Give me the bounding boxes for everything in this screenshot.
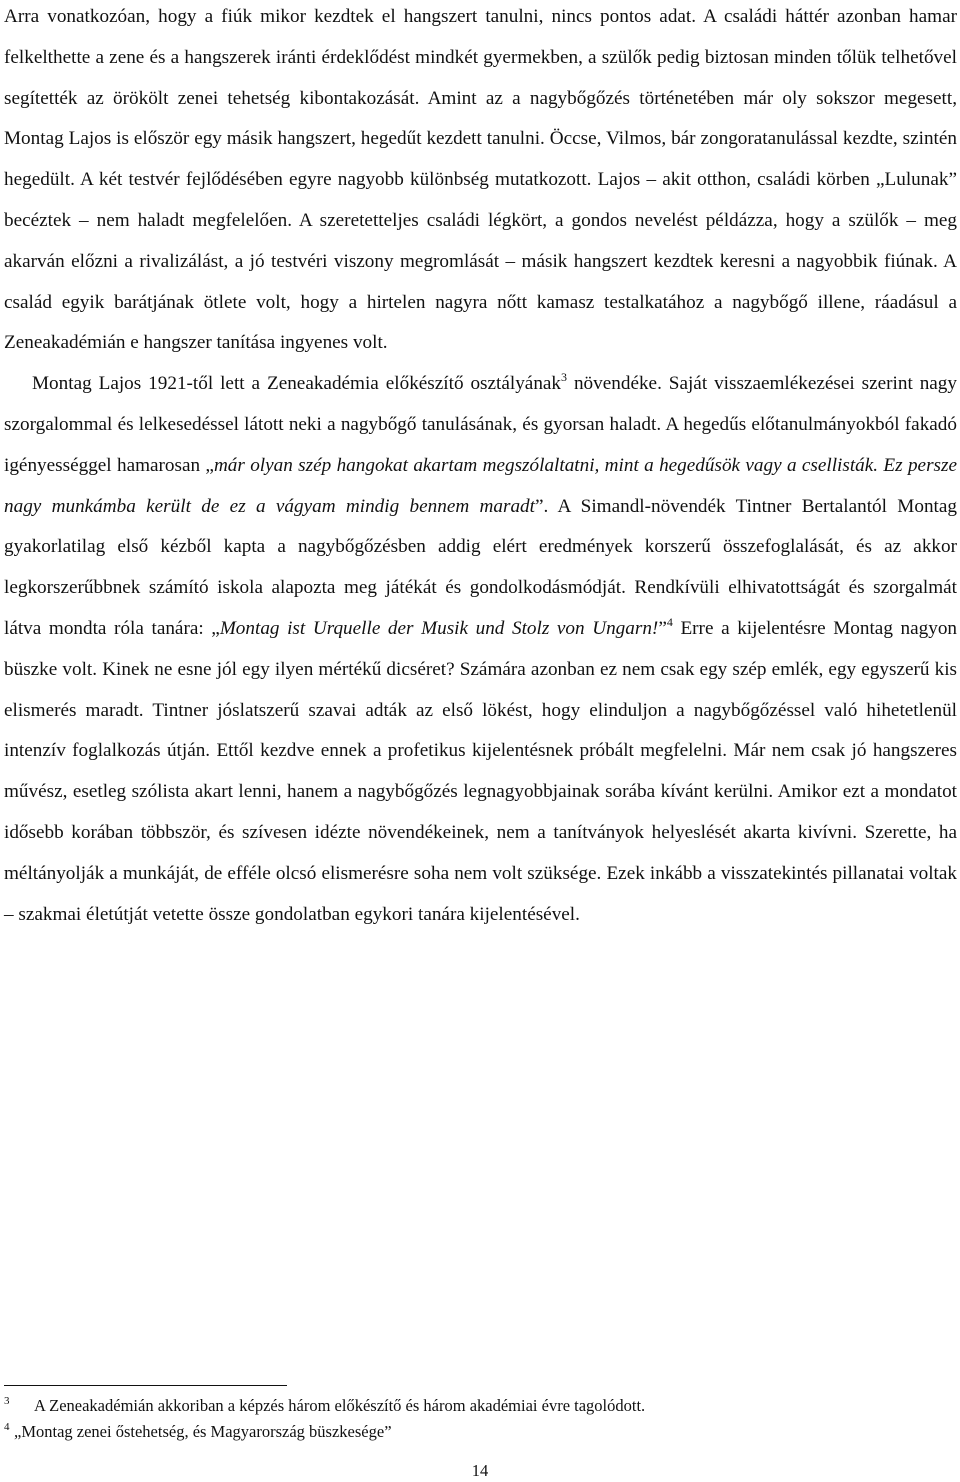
quote-italic-2: Montag ist Urquelle der Musik und Stolz von Ungarn!	[219, 617, 659, 639]
paragraph-2	[4, 364, 957, 935]
paragraph-2-text-a: Montag Lajos 1921-től lett a Zeneakadémia előkészítő osztályának	[32, 373, 562, 395]
footnote-3-number: 3	[4, 1395, 10, 1407]
body-text	[4, 0, 957, 935]
paragraph-2-text-b: növendéke. Saját visszaemlékezései szerint nagy szorgalommal és lelkesedéssel látott neki a nagybőgő tanulásának, és gyorsan haladt. A hegedűs előtanulmányokból fakadó igényességgel hamarosan „	[4, 373, 957, 476]
page-number: 14	[471, 1461, 489, 1480]
footnote-3-text: A Zeneakadémián akkoriban a képzés három előkészítő és három akadémiai évre tagolódott.	[34, 1396, 646, 1415]
paragraph-1-text: Arra vonatkozóan, hogy a fiúk mikor kezdtek el hangszert tanulni, nincs pontos adat. A családi háttér azonban hamar felkelthette a zene és a hangszerek iránti érdeklődést mindkét gyermekben, a szülők pedig biztosan minden tőlük telhetővel segítették az örökölt zenei tehetség kibontakozását. Amint az a nagybőgőzés történetében már oly sokszor megesett, Montag Lajos is először egy másik hangszert, hegedűt kezdett tanulni. Öccse, Vilmos, bár zongoratanulással kezdte, szintén hegedült. A két testvér fejlődésében egyre nagyobb különbség mutatkozott. Lajos – akit otthon, családi körben „Lulunak” becéztek – nem haladt megfelelően. A szeretetteljes családi légkört, a gondos nevelést példázza, hogy a szülők – meg akarván előzni a rivalizálást, a jó testvéri viszony megromlását – másik hangszert kezdtek keresni a nagyobbik fiúnak. A család egyik barátjának ötlete volt, hogy a hirtelen nagyra nőtt kamasz testalkatához a nagybőgő illene, ráadásul a Zeneakadémián e hangszer tanítása ingyenes volt.	[4, 6, 957, 354]
quote-italic-1: már olyan szép hangokat akartam megszólaltatni, mint a hegedűsök vagy a csellisták. Ez persze nagy munkámba került de ez a vágyam mindig bennem maradt	[4, 454, 957, 517]
paragraph-2-text-c: ”. A Simandl-növendék Tintner Bertalantól Montag gyakorlatilag első kézből kapta a nagybőgőzésben addig elért eredmények korszerű összefoglalását, és az akkor legkorszerűbbnek számító iskola alapozta meg játékát és gondolkodásmódját. Rendkívüli elhivatottságát és szorgalmát látva mondta róla tanára: „	[4, 495, 957, 639]
paragraph-1	[4, 0, 957, 364]
paragraph-2-text-d: Erre a kijelentésre Montag nagyon büszke volt. Kinek ne esne jól egy ilyen mértékű dicséret? Számára azonban ez nem csak egy szép emlék, egy egyszerű kis elismerés maradt. Tintner jóslatszerű szavai adták az első lökést, hogy elinduljon a nagybőgőzéssel való hihetetlenül intenzív foglalkozás útján. Ettől kezdve ennek a profetikus kijelentésnek próbált megfelelni. Már nem csak jó hangszeres művész, esetleg szólista akart lenni, hanem a nagybőgőzés legnagyobbjainak sorába kívánt kerülni. Amikor ezt a mondatot idősebb korában többször, és szívesen idézte növendékeinek, nem a tanítványok helyeslését akarta kivívni. Szerette, ha méltányolják a munkáját, de efféle olcsó elismerésre soha nem volt szüksége. Ezek inkább a visszatekintés pillanatai voltak – szakmai életútját vetette össze gondolatban egykori tanára kijelentésével.	[4, 617, 958, 925]
footnote-4-number: 4	[4, 1421, 10, 1433]
footnote-ref-3: 3	[561, 370, 568, 385]
footnote-separator	[4, 1385, 287, 1386]
footnote-4	[4, 1420, 954, 1446]
footnote-3	[4, 1394, 954, 1420]
footnote-ref-4: 4	[666, 614, 673, 629]
footnote-4-text: „Montag zenei őstehetség, és Magyarország büszkesége”	[14, 1422, 392, 1441]
closing-quote-mark: ”	[658, 617, 667, 639]
footnotes	[4, 1394, 954, 1446]
